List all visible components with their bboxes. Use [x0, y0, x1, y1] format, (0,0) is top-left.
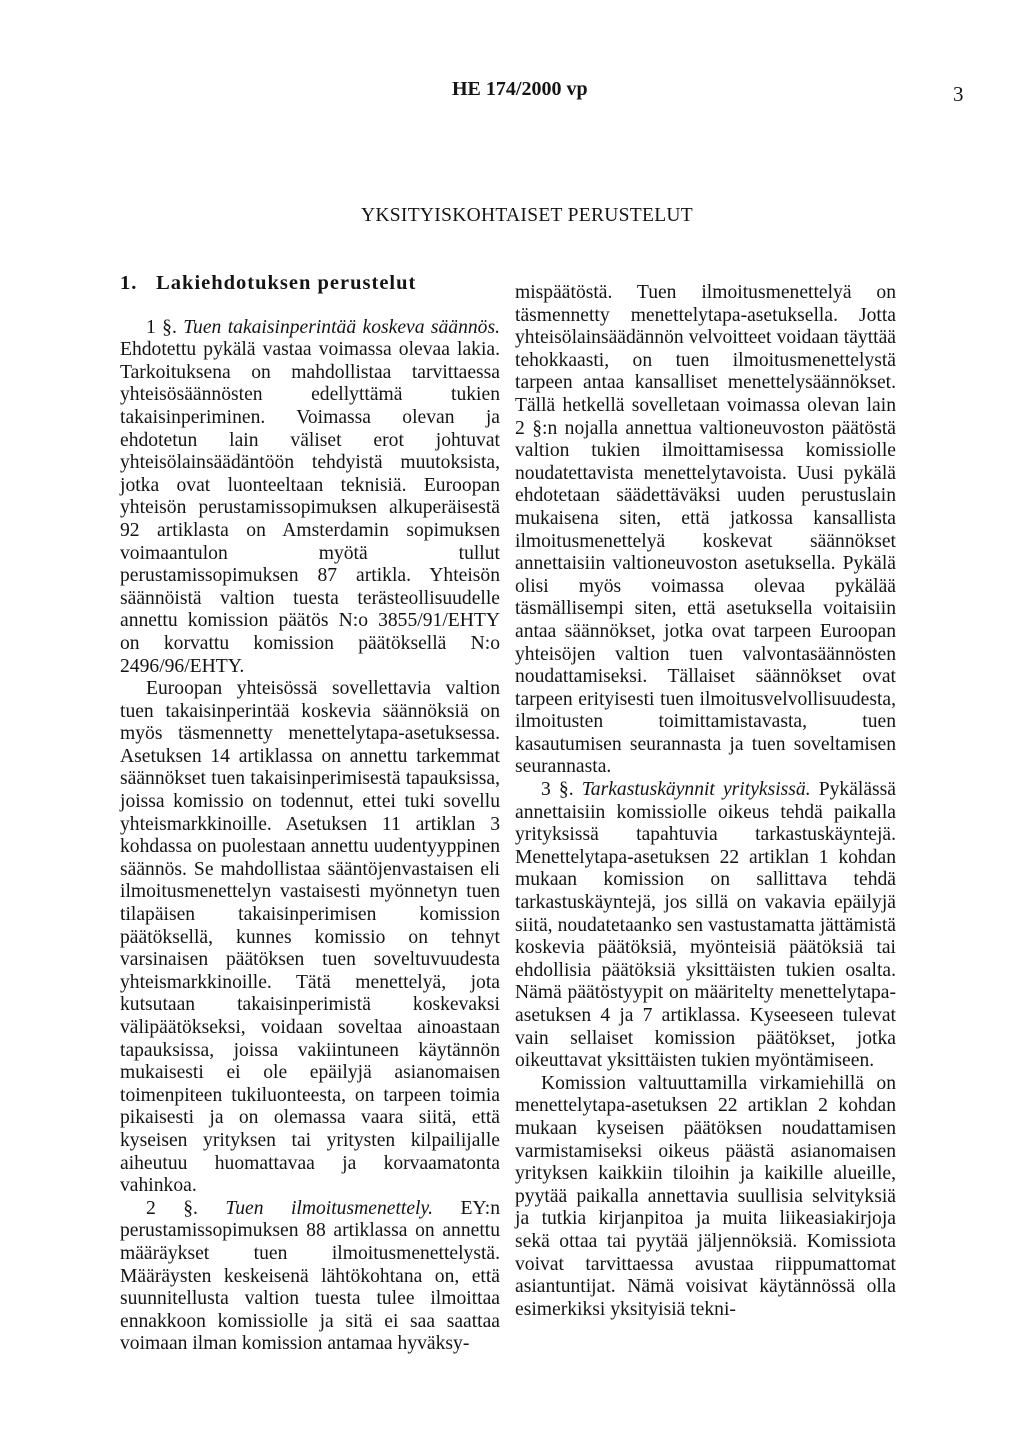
section-sign: 1 §. — [146, 316, 177, 338]
paragraph-1-section — [120, 317, 500, 679]
section-sign: 2 §. — [146, 1197, 198, 1219]
section-sign: 3 §. — [541, 779, 574, 801]
chapter-number: 1. — [120, 272, 138, 294]
paragraph-text: Pykälässä annettaisiin komissiolle oikeus tehdä paikalla yrityksissä tapahtuvia tarkastuskäyntejä. Menettelytapa-asetuksen 22 artiklan 1 kohdan mukaan komission on sallittava tehdä tarkastuskäyntejä, jos sillä on vakavia epäilyjä siitä, noudatetaanko sen vastustamatta jättämistä koskevia päätöksiä, myönteisiä päätöksiä tai ehdollisia päätöksiä yksittäisten tukien osalta. Nämä päätöstyypit on määritelty menettelytapa-asetuksen 4 ja 7 artiklassa. Kyseeseen tulevat vain sellaiset komission päätökset, jotka oikeuttavat yksittäisten tukien myöntämiseen. — [515, 779, 896, 1072]
chapter-title: Lakiehdotuksen perustelut — [156, 272, 417, 294]
paragraph-text: Euroopan yhteisössä sovellettavia valtion tuen takaisinperintää koskevia säännöksiä on myös täsmennetty menettelytapa-asetuksessa. Asetuksen 14 artiklassa on annettu tarkemmat säännökset tuen takaisinperimisestä tapauksissa, joissa komissio on todennut, ettei tuki sovellu yhteismarkkinoille. Asetuksen 11 artiklan 3 kohdassa on puolestaan annettu uudentyyppinen säännös. Se mahdollistaa sääntöjenvastaisen eli ilmoitusmenettelyn vastaisesti myönnetyn tuen tilapäisen takaisinperimisen komission päätöksellä, kunnes komissio on tehnyt varsinaisen päätöksen tuen soveltuvuudesta yhteismarkkinoille. Tätä menettelyä, jota kutsutaan takaisinperimistä koskevaksi välipäätökseksi, voidaan soveltaa ainoastaan tapauksissa, joissa vakiintuneen käytännön mukaisesti ei ole epäilyjä asianomaisen toimenpiteen tukiluonteesta, on tarpeen toimia pikaisesti ja on olemassa vaara siitä, että kyseisen yrityksen tai yritysten kilpailijalle aiheutuu huomattavaa ja korvaamatonta vahinkoa. — [120, 678, 500, 1197]
section-title: YKSITYISKOHTAISET PERUSTELUT — [360, 205, 694, 226]
right-column — [515, 282, 896, 1321]
paragraph-text: EY:n perustamissopimuksen 88 artiklassa on annettu määräykset tuen ilmoitusmenettelystä. Määräysten keskeisenä lähtökohtana on, että suunnitellusta valtion tuesta tulee ilmoittaa ennakkoon komissiolle ja sitä ei saa saattaa voimaan ilman komission antamaa hyväksy- — [120, 1197, 501, 1355]
paragraph-text: Ehdotettu pykälä vastaa voimassa olevaa lakia. Tarkoituksena on mahdollistaa tarvittaessa yhteisösäännösten edellyttämä tukien takaisinperiminen. Voimassa olevan ja ehdotetun lain väliset erot johtuvat yhteisölainsäädäntöön tehdyistä muutoksista, jotka ovat luonteeltaan teknisiä. Euroopan yhteisön perustamissopimuksen alkuperäisestä 92 artiklasta on Amsterdamin sopimuksen voimaantulon myötä tullut perustamissopimuksen 87 artikla. Yhteisön säännöistä valtion tuesta terästeollisuudelle annettu komission päätös N:o 3855/91/EHTY on korvattu komission päätöksellä N:o 2496/96/EHTY. — [120, 339, 500, 677]
paragraph-2-section — [120, 1198, 500, 1356]
page-header — [0, 78, 1024, 118]
section-title-italic: Tuen takaisinperintää koskeva säännös. — [183, 316, 501, 338]
section-title-italic: Tarkastuskäynnit yrityksissä. — [581, 779, 811, 801]
paragraph-text: Komission valtuuttamilla virkamiehillä on menettelytapa-asetuksen 22 artiklan 2 kohdan mukaan kyseisen päätöksen noudattamisen varmistamiseksi oikeus päästä asianomaisen yrityksen kaikkiin tiloihin ja kaikille alueille, pyytää paikalla annettavia suullisia selvityksiä ja tutkia kirjanpitoa ja muita liikeasiakirjoja sekä ottaa tai pyytää jäljennöksiä. Komissiota voivat tarvittaessa avustaa riippumattomat asiantuntijat. Nämä voisivat käytännössä olla esimerkiksi yksityisiä tekni- — [515, 1072, 896, 1320]
paragraph-3-section — [515, 779, 896, 1073]
page-number: 3 — [953, 82, 964, 106]
document-reference: HE 174/2000 vp — [452, 78, 588, 100]
section-title-italic: Tuen ilmoitusmenettely. — [225, 1197, 433, 1219]
paragraph-text: mispäätöstä. Tuen ilmoitusmenettelyä on täsmennetty menettelytapa-asetuksella. Jotta yhteisölainsäädännön velvoitteet voidaan täyttää tehokkaasti, on tuen ilmoitusmenettelystä tarpeen antaa kansalliset menettelysäännökset. Tällä hetkellä sovelletaan voimassa olevan lain 2 §:n nojalla annettua valtioneuvoston päätöstä valtion tukien ilmoittamisessa komissiolle noudatettavista menettelytavoista. Uusi pykälä ehdotetaan säädettäväksi uuden perustuslain mukaisena siten, että jatkossa kansallista ilmoitusmenettelyä koskevat säännökset annettaisiin valtioneuvoston asetuksella. Pykälä olisi myös voimassa olevaa pykälää täsmällisempi siten, että asetuksella voitaisiin antaa säännökset, jotka ovat tarpeen Euroopan yhteisöjen valtion tuen valvontasäännösten noudattamiseksi. Tällaiset säännökset ovat tarpeen erityisesti tuen ilmoitusvelvollisuudesta, ilmoitusten toimittamistavasta, tuen kasautumisen seurannasta ja tuen soveltamisen seurannasta. — [515, 282, 896, 778]
left-column — [120, 272, 500, 1356]
chapter-heading — [120, 272, 500, 295]
